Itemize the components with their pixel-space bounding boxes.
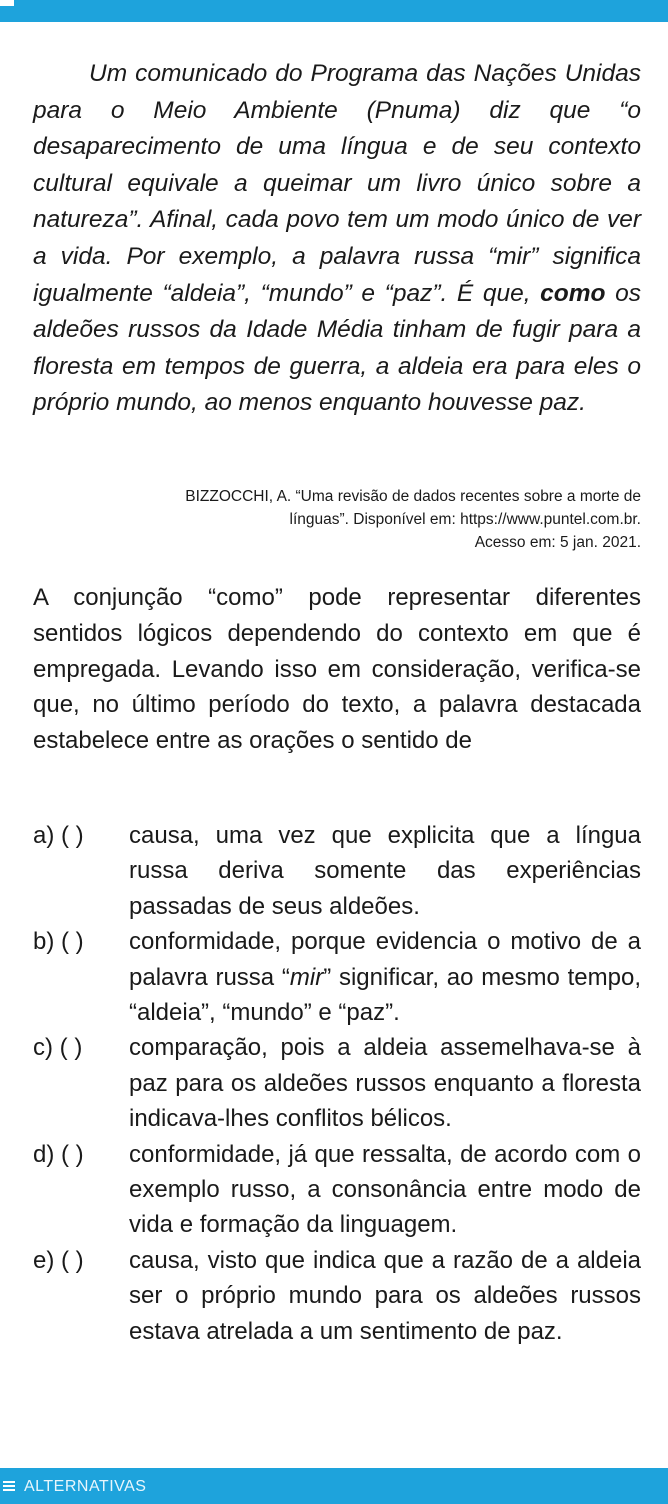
option-e-text: causa, visto que indica que a razão de a aldeia ser o próprio mundo para os aldeões russos estava atrelada a um sentimento de paz. <box>129 1246 641 1345</box>
option-c-checkbox[interactable]: ( ) <box>59 1034 83 1062</box>
option-b-text-before: conformidade, porque evidencia o motivo de a palavra russa “ <box>129 928 641 991</box>
option-a-letter: a) <box>33 822 55 849</box>
option-e-letter: e) <box>33 1246 55 1274</box>
option-d-letter: d) <box>33 1140 55 1168</box>
source-citation <box>81 485 641 554</box>
option-a-marker <box>33 818 84 853</box>
option-b[interactable] <box>33 924 641 1030</box>
menu-icon[interactable] <box>3 1481 15 1493</box>
option-d-marker <box>33 1137 84 1172</box>
option-a[interactable] <box>33 818 641 924</box>
alternatives-label[interactable]: ALTERNATIVAS <box>24 1478 147 1495</box>
passage-text-before: Um comunicado do Programa das Nações Unidas para o Meio Ambiente (Pnuma) diz que “o desaparecimento de uma língua e de seu contexto cultural equivale a queimar um livro único sobre a natureza”. Afinal, cada povo tem um modo único de ver a vida. Por exemplo, a palavra russa “mir” significa igualmente “aldeia”, “mundo” e “paz”. É que, <box>33 60 641 307</box>
option-b-letter: b) <box>33 928 55 956</box>
source-line-1: BIZZOCCHI, A. “Uma revisão de dados recentes sobre a morte de <box>185 488 641 505</box>
option-e-checkbox[interactable]: ( ) <box>61 1246 84 1274</box>
option-c-letter: c) <box>33 1034 53 1062</box>
option-a-checkbox[interactable]: ( ) <box>61 822 84 849</box>
option-a-text: causa, uma vez que explicita que a língua russa deriva somente das experiências passadas de seus aldeões. <box>129 822 641 920</box>
source-line-2: línguas”. Disponível em: https://www.puntel.com.br. <box>289 511 641 528</box>
passage <box>33 56 641 422</box>
option-d-checkbox[interactable]: ( ) <box>61 1140 84 1168</box>
source-line-3: Acesso em: 5 jan. 2021. <box>474 534 641 551</box>
option-e-marker <box>33 1243 84 1278</box>
option-b-text-italic: mir <box>289 963 324 991</box>
top-bar <box>0 0 668 22</box>
top-tab-marker <box>0 0 14 6</box>
options-list <box>33 818 641 1349</box>
option-b-text-after: ” significar, ao mesmo tempo, “aldeia”, “mundo” e “paz”. <box>129 963 642 1027</box>
passage-text-after: os aldeões russos da Idade Média tinham de fugir para a floresta em tempos de guerra, a aldeia era para eles o próprio mundo, ao menos enquanto houvesse paz. <box>33 279 642 417</box>
option-d-text: conformidade, já que ressalta, de acordo com o exemplo russo, a consonância entre modo de vida e formação da linguagem. <box>129 1140 641 1239</box>
question <box>33 580 641 759</box>
passage-bold-word: como <box>540 279 606 307</box>
option-c[interactable] <box>33 1030 641 1136</box>
option-d[interactable] <box>33 1137 641 1243</box>
question-text: A conjunção “como” pode representar diferentes sentidos lógicos dependendo do contexto em que é empregada. Levando isso em consideração, verifica-se que, no último período do texto, a palavra destacada estabelece entre as orações o sentido de <box>33 584 641 755</box>
option-e[interactable] <box>33 1243 641 1349</box>
passage-paragraph <box>33 56 641 422</box>
option-c-marker <box>33 1030 82 1065</box>
option-b-checkbox[interactable]: ( ) <box>61 928 84 956</box>
option-b-marker <box>33 924 84 959</box>
bottom-bar[interactable] <box>0 1468 668 1504</box>
option-c-text: comparação, pois a aldeia assemelhava-se à paz para os aldeões russos enquanto a floresta indicava-lhes conflitos bélicos. <box>129 1034 641 1133</box>
